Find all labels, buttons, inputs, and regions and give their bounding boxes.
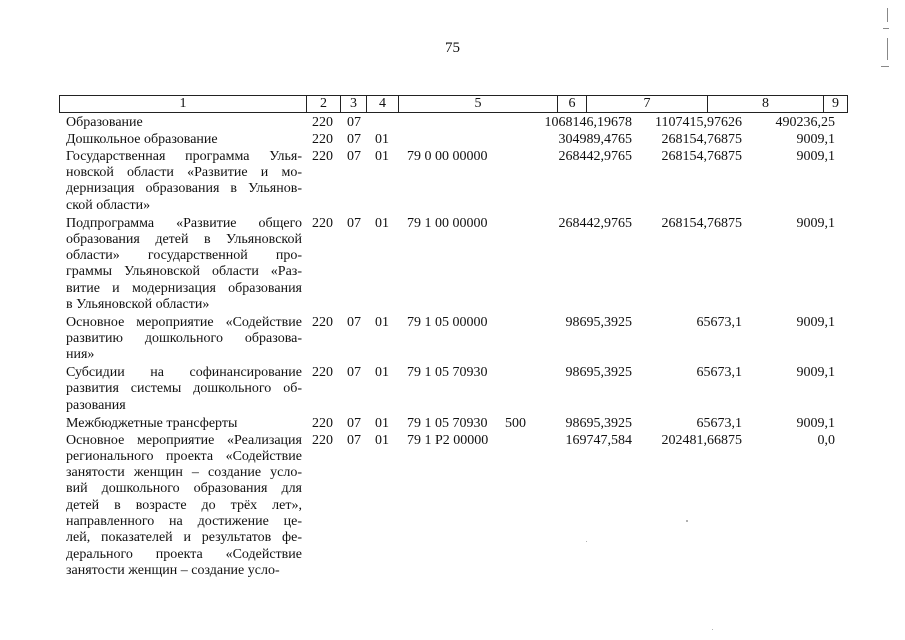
cell-c9: 9009,1 xyxy=(796,415,835,431)
scan-speck xyxy=(686,520,688,522)
scan-edge-marks xyxy=(881,8,891,78)
cell-c2: 220 xyxy=(312,314,333,330)
cell-c9: 0,0 xyxy=(817,432,835,448)
cell-c5: 79 1 05 70930 xyxy=(407,415,488,431)
cell-c8: 65673,1 xyxy=(696,365,742,381)
row-name-line: Основное мероприятие «Реализация xyxy=(66,432,302,448)
col-header-5: 5 xyxy=(399,96,558,112)
cell-c2: 220 xyxy=(312,432,333,448)
col-header-2: 2 xyxy=(307,96,341,112)
scan-speck xyxy=(712,629,713,630)
cell-c6: 500 xyxy=(505,415,526,431)
cell-c2: 220 xyxy=(312,415,333,431)
cell-c3: 07 xyxy=(347,131,361,147)
cell-c7: 268442,9765 xyxy=(558,215,632,231)
col-header-3: 3 xyxy=(341,96,367,112)
row-name-line: образования детей в Ульяновской xyxy=(66,231,302,247)
row-name xyxy=(66,416,302,432)
cell-c7: 169747,584 xyxy=(565,432,632,448)
cell-c8: 202481,66875 xyxy=(661,432,742,448)
row-name-line: ния» xyxy=(66,347,95,363)
row-name-line: ской области» xyxy=(66,197,151,213)
cell-c9: 9009,1 xyxy=(796,131,835,147)
cell-c2: 220 xyxy=(312,148,333,164)
row-name xyxy=(66,365,302,414)
cell-c9: 9009,1 xyxy=(796,314,835,330)
row-name xyxy=(66,216,302,314)
row-name-line: дерального проекта «Содействие xyxy=(66,546,302,562)
page-number: 75 xyxy=(445,40,460,56)
cell-c4: 01 xyxy=(375,365,389,381)
cell-c5: 79 0 00 00000 xyxy=(407,148,488,164)
cell-c7: 98695,3925 xyxy=(565,365,632,381)
row-name-line: граммы Ульяновской области «Раз- xyxy=(66,264,302,280)
cell-c5: 79 1 00 00000 xyxy=(407,215,488,231)
row-name-line: Дошкольное образование xyxy=(66,131,218,147)
cell-c9: 9009,1 xyxy=(796,148,835,164)
row-name-line: Образование xyxy=(66,115,143,130)
row-name-line: развития системы дошкольного об- xyxy=(66,381,302,397)
cell-c3: 07 xyxy=(347,365,361,381)
row-name xyxy=(66,132,302,148)
cell-c8: 1107415,97626 xyxy=(655,115,742,130)
row-name-line: направленного на достижение це- xyxy=(66,513,302,529)
cell-c2: 220 xyxy=(312,115,333,130)
row-name-line: дернизация образования в Ульянов- xyxy=(66,181,302,197)
cell-c3: 07 xyxy=(347,148,361,164)
cell-c7: 98695,3925 xyxy=(565,314,632,330)
cell-c7: 304989,4765 xyxy=(558,131,632,147)
row-name-line: разования xyxy=(66,397,126,413)
row-name-line: новской области «Развитие и мо- xyxy=(66,165,302,181)
cell-c8: 65673,1 xyxy=(696,314,742,330)
cell-c9: 490236,25 xyxy=(775,115,835,130)
row-name-line: Субсидии на софинансирование xyxy=(66,365,302,381)
col-header-8: 8 xyxy=(708,96,824,112)
cell-c5: 79 1 P2 00000 xyxy=(407,432,489,448)
row-name-line: Государственная программа Улья- xyxy=(66,148,302,164)
cell-c7: 1068146,19678 xyxy=(544,115,632,130)
cell-c5: 79 1 05 70930 xyxy=(407,365,488,381)
row-name xyxy=(66,149,302,214)
cell-c9: 9009,1 xyxy=(796,215,835,231)
cell-c8: 268154,76875 xyxy=(661,148,742,164)
cell-c2: 220 xyxy=(312,215,333,231)
cell-c4: 01 xyxy=(375,131,389,147)
row-name-line: развитию дошкольного образова- xyxy=(66,331,302,347)
row-name-line: витие и модернизация образования xyxy=(66,280,302,296)
cell-c4: 01 xyxy=(375,148,389,164)
cell-c4: 01 xyxy=(375,432,389,448)
cell-c9: 9009,1 xyxy=(796,365,835,381)
cell-c4: 01 xyxy=(375,415,389,431)
row-name-line: Основное мероприятие «Содействие xyxy=(66,314,302,330)
cell-c8: 65673,1 xyxy=(696,415,742,431)
scan-speck xyxy=(586,541,587,542)
cell-c7: 98695,3925 xyxy=(565,415,632,431)
cell-c3: 07 xyxy=(347,432,361,448)
row-name-line: занятости женщин – создание усло- xyxy=(66,465,302,481)
row-name-line: области» государственной про- xyxy=(66,248,302,264)
row-name-line: Подпрограмма «Развитие общего xyxy=(66,215,302,231)
row-name-line: детей в возрасте до трёх лет», xyxy=(66,497,302,513)
cell-c2: 220 xyxy=(312,131,333,147)
row-name-line: регионального проекта «Содействие xyxy=(66,448,302,464)
row-name-line: в Ульяновской области» xyxy=(66,296,210,312)
col-header-9: 9 xyxy=(832,96,839,111)
row-name xyxy=(66,433,302,580)
cell-c3: 07 xyxy=(347,314,361,330)
col-header-6: 6 xyxy=(558,96,587,112)
cell-c7: 268442,9765 xyxy=(558,148,632,164)
row-name-line: Межбюджетные трансферты xyxy=(66,415,238,431)
cell-c2: 220 xyxy=(312,365,333,381)
cell-c3: 07 xyxy=(347,215,361,231)
cell-c8: 268154,76875 xyxy=(661,215,742,231)
row-name xyxy=(66,315,302,364)
row-name xyxy=(66,115,302,131)
cell-c8: 268154,76875 xyxy=(661,131,742,147)
cell-c4: 01 xyxy=(375,314,389,330)
row-name-line: лей, показателей и результатов фе- xyxy=(66,530,302,546)
cell-c3: 07 xyxy=(347,115,361,130)
col-header-7: 7 xyxy=(587,96,708,112)
table-header-row xyxy=(59,95,848,113)
col-header-4: 4 xyxy=(367,96,399,112)
cell-c5: 79 1 05 00000 xyxy=(407,314,488,330)
cell-c4: 01 xyxy=(375,215,389,231)
row-name-line: занятости женщин – создание усло- xyxy=(66,562,280,578)
col-header-1: 1 xyxy=(60,96,307,112)
row-name-line: вий дошкольного образования для xyxy=(66,481,302,497)
cell-c3: 07 xyxy=(347,415,361,431)
